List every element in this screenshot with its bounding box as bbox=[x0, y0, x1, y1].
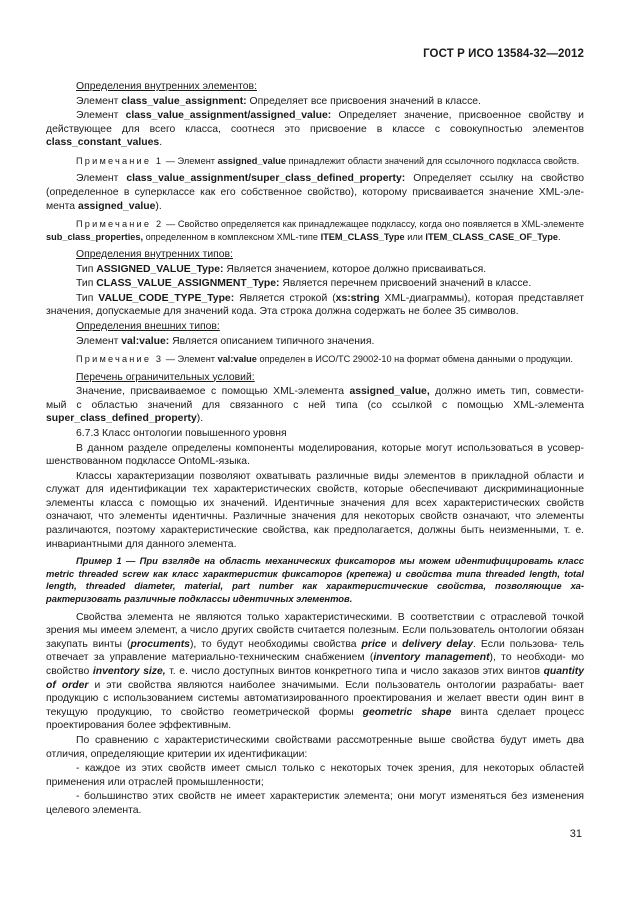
paragraph: По сравнению с характеристическими свойствами рассмотренные выше свойства будут иметь два отличия, определяющие критерии их идентификации: bbox=[46, 734, 584, 760]
constraints-heading: Перечень ограничительных условий: bbox=[76, 371, 255, 383]
type-definition: Элемент val:value: Является описанием типичного значения. bbox=[76, 335, 375, 347]
paragraph: В данном разделе определены компоненты моделирования, которые могут использоваться в усовер- шенствованном подклассе OntoML-языка. bbox=[46, 442, 584, 468]
external-types-heading: Определения внешних типов: bbox=[76, 320, 220, 332]
internal-types-heading: Определения внутренних типов: bbox=[76, 248, 233, 260]
standard-header: ГОСТ Р ИСО 13584-32—2012 bbox=[423, 48, 584, 60]
example-1: Пример 1 — При взгляде на область механических фиксаторов мы можем идентифицировать класс metric threaded screw как класс характеристик фиксаторов (крепежа) и свойства типа threaded length, total length, threaded diameter, material, part number как характеристические свойства, позволяющие ха- рактеризовать различные подклассы идентичных элементов. bbox=[46, 555, 584, 605]
bullet-item: - каждое из этих свойств имеет смысл только с некоторых точек зрения, для некоторых областей применения или отраслей промышленности; bbox=[46, 763, 584, 788]
internal-elements-heading: Определения внутренних элементов: bbox=[76, 81, 257, 92]
page-number: 31 bbox=[569, 828, 582, 840]
paragraph: Свойства элемента не являются только характеристическими. В соответствии с отраслевой точкой зрения мы имеем элемент, а число других свойств считается полезным. Если пользователь онтологии обязан закупать винты (procuments), то будут необходимы свойства price и delivery delay. Если пользова- тель отвечает за управление материально-техническим снабжением (inventory management), то необходи- мо свойство inventory size, т. е. число доступных винтов конкретного типа и число заказов этих винтов quantity of order и эти свойства являются наиболее значимыми. Если пользователь онтологии разрабаты- вает продукцию с использованием системы автоматизированного проектирования и желает ввести один винт в текущую продукцию, то свойство геометрической формы geometric shape винта сделает процесс проектирования более эффективным. bbox=[46, 611, 585, 732]
constraint-text: Значение, присваиваемое с помощью XML-элемента assigned_value, должно иметь тип, совмести- мый с областью значений для связанного с ней типа (со ссылкой с помощью XML-элемента super_class_defined_property). bbox=[46, 386, 584, 425]
page-content bbox=[46, 80, 584, 819]
section-title: 6.7.3 Класс онтологии повышенного уровня bbox=[76, 427, 287, 439]
paragraph: Классы характеризации позволяют охватывать различные виды элементов в прикладной области и служат для идентификации тех характеристических свойств, которые обеспечивают дискриминационные элементы класса с помощью их значений. Идентичные значения для всех характеристических свойств означают, что элементы идентичны. Различные значения для некоторых свойств означают, что элементы различаются, поэтому характеристические свойства, как предполагается, должны быть неизменными, т. е. инвариантными для данного элемента. bbox=[46, 470, 584, 550]
element-definition: Элемент class_value_assignment/assigned_value: Определяет значение, присвоенное свойству и действующее для всего класса, соотнеся это присвоение в классе с совокупностью элементов class_constant_values. bbox=[46, 110, 584, 149]
element-definition: Элемент class_value_assignment: Определяет все присвоения значений в классе. bbox=[76, 95, 481, 107]
type-definition: Тип ASSIGNED_VALUE_Type: Является значением, которое должно присваиваться. bbox=[76, 263, 487, 275]
note-3: Примечание 3 — Элемент val:value определен в ИСО/ТС 29002-10 на формат обмена данными о продукции. bbox=[76, 354, 573, 365]
type-definition: Тип VALUE_CODE_TYPE_Type: Является строкой (xs:string XML-диаграммы), которая представляет значения, допускаемые для значений кода. Эта строка должна содержать не более 35 символов. bbox=[46, 292, 584, 318]
note-1: Примечание 1 — Элемент assigned_value принадлежит области значений для ссылочного подкласса свойств. bbox=[76, 155, 580, 166]
bullet-item: - большинство этих свойств не имеет характеристик элемента; они могут изменяться без изменения целевого элемента. bbox=[46, 791, 584, 816]
note-2: Примечание 2 — Свойство определяется как принадлежащее подклассу, когда оно появляется в XML-элементе sub_class_properties, определенном в комплексном XML-типе ITEM_CLASS_Type или ITEM_CLASS_CASE_OF_Type. bbox=[46, 219, 584, 242]
element-definition: Элемент class_value_assignment/super_class_defined_property: Определяет ссылку на свойство (определенное в суперклассе как его собственное свойство), которому присваивается значение XML-эле- мента assigned_value). bbox=[46, 173, 584, 212]
type-definition: Тип CLASS_VALUE_ASSIGNMENT_Type: Является перечнем присвоений значений в классе. bbox=[76, 278, 532, 290]
